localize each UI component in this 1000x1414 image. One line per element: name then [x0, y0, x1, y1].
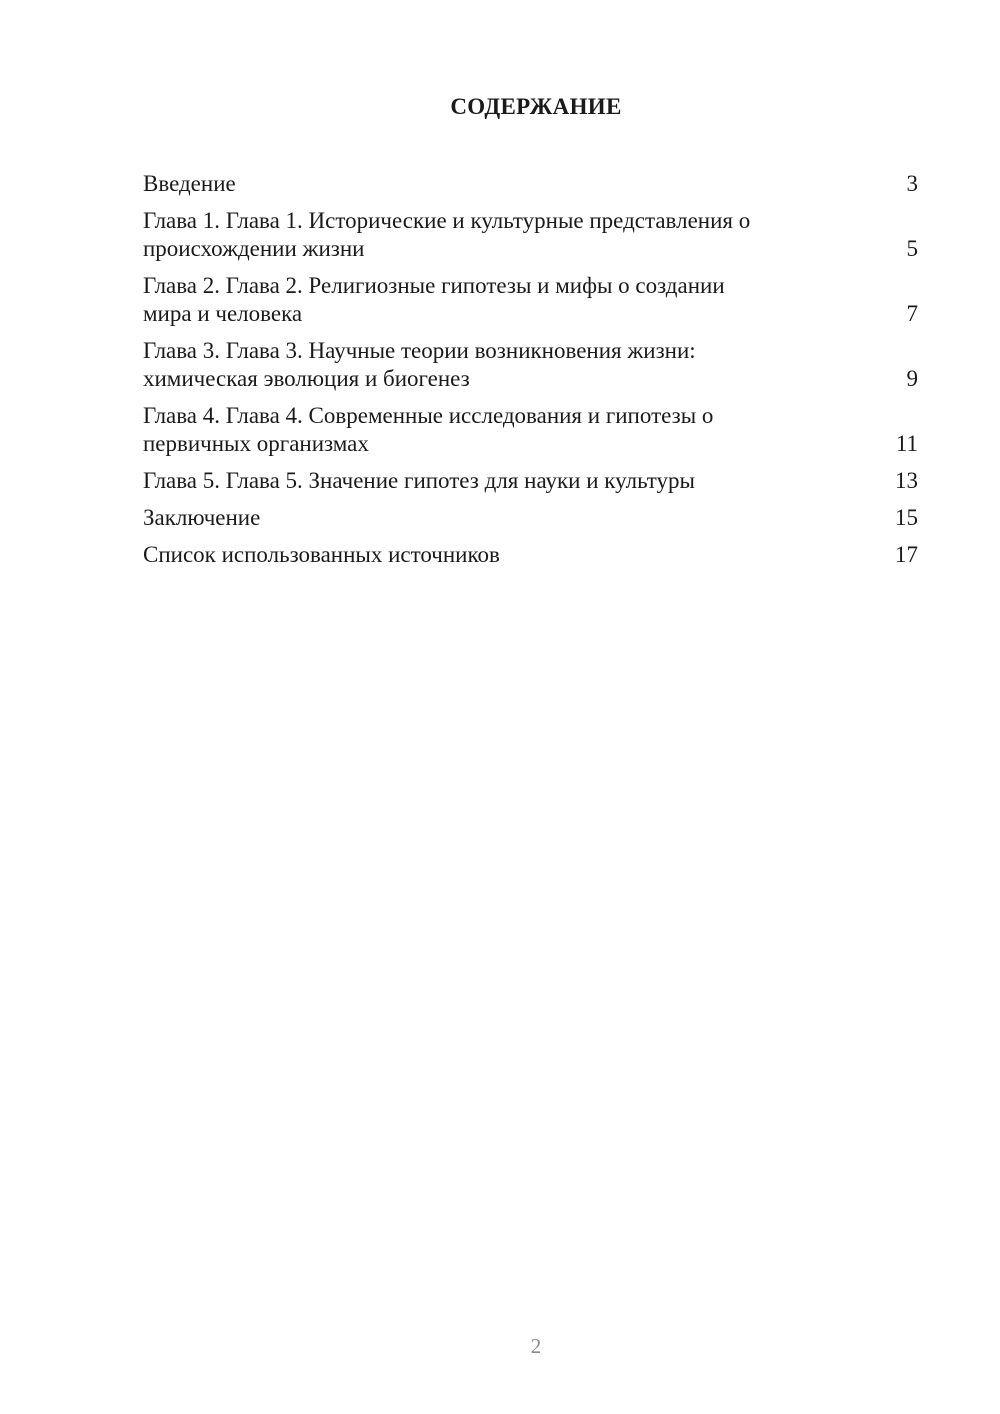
- toc-entry-page: 11: [895, 431, 918, 456]
- page-title: СОДЕРЖАНИЕ: [450, 94, 622, 119]
- toc-entry-page: 7: [906, 301, 918, 326]
- table-of-contents: [143, 170, 918, 578]
- toc-entry-chapter-2[interactable]: [143, 272, 918, 328]
- toc-entry-chapter-3[interactable]: [143, 337, 918, 393]
- toc-entry-references[interactable]: [143, 541, 918, 569]
- toc-entry-page: 17: [895, 542, 918, 567]
- toc-entry-title: Глава 2. Глава 2. Религиозные гипотезы и мифы о создании мира и человека: [143, 273, 725, 326]
- toc-entry-title: Глава 4. Глава 4. Современные исследования и гипотезы о первичных организмах: [143, 403, 714, 456]
- toc-entry-conclusion[interactable]: [143, 504, 918, 532]
- toc-entry-chapter-5[interactable]: [143, 467, 918, 495]
- toc-entry-chapter-1[interactable]: [143, 207, 918, 263]
- toc-entry-introduction[interactable]: [143, 170, 918, 198]
- toc-entry-title: Глава 5. Глава 5. Значение гипотез для науки и культуры: [143, 468, 695, 493]
- toc-entry-page: 15: [895, 505, 918, 530]
- toc-entry-page: 3: [906, 171, 918, 196]
- toc-entry-title: Введение: [143, 171, 236, 196]
- toc-entry-title: Заключение: [143, 505, 261, 530]
- page-number: 2: [530, 1334, 542, 1358]
- toc-entry-page: 13: [895, 468, 918, 493]
- toc-entry-title: Глава 1. Глава 1. Исторические и культурные представления о происхождении жизни: [143, 208, 751, 261]
- toc-entry-chapter-4[interactable]: [143, 402, 918, 458]
- toc-entry-page: 9: [906, 366, 918, 391]
- toc-entry-title: Список использованных источников: [143, 542, 500, 567]
- toc-entry-page: 5: [906, 236, 918, 261]
- toc-entry-title: Глава 3. Глава 3. Научные теории возникновения жизни: химическая эволюция и биогенез: [143, 338, 696, 391]
